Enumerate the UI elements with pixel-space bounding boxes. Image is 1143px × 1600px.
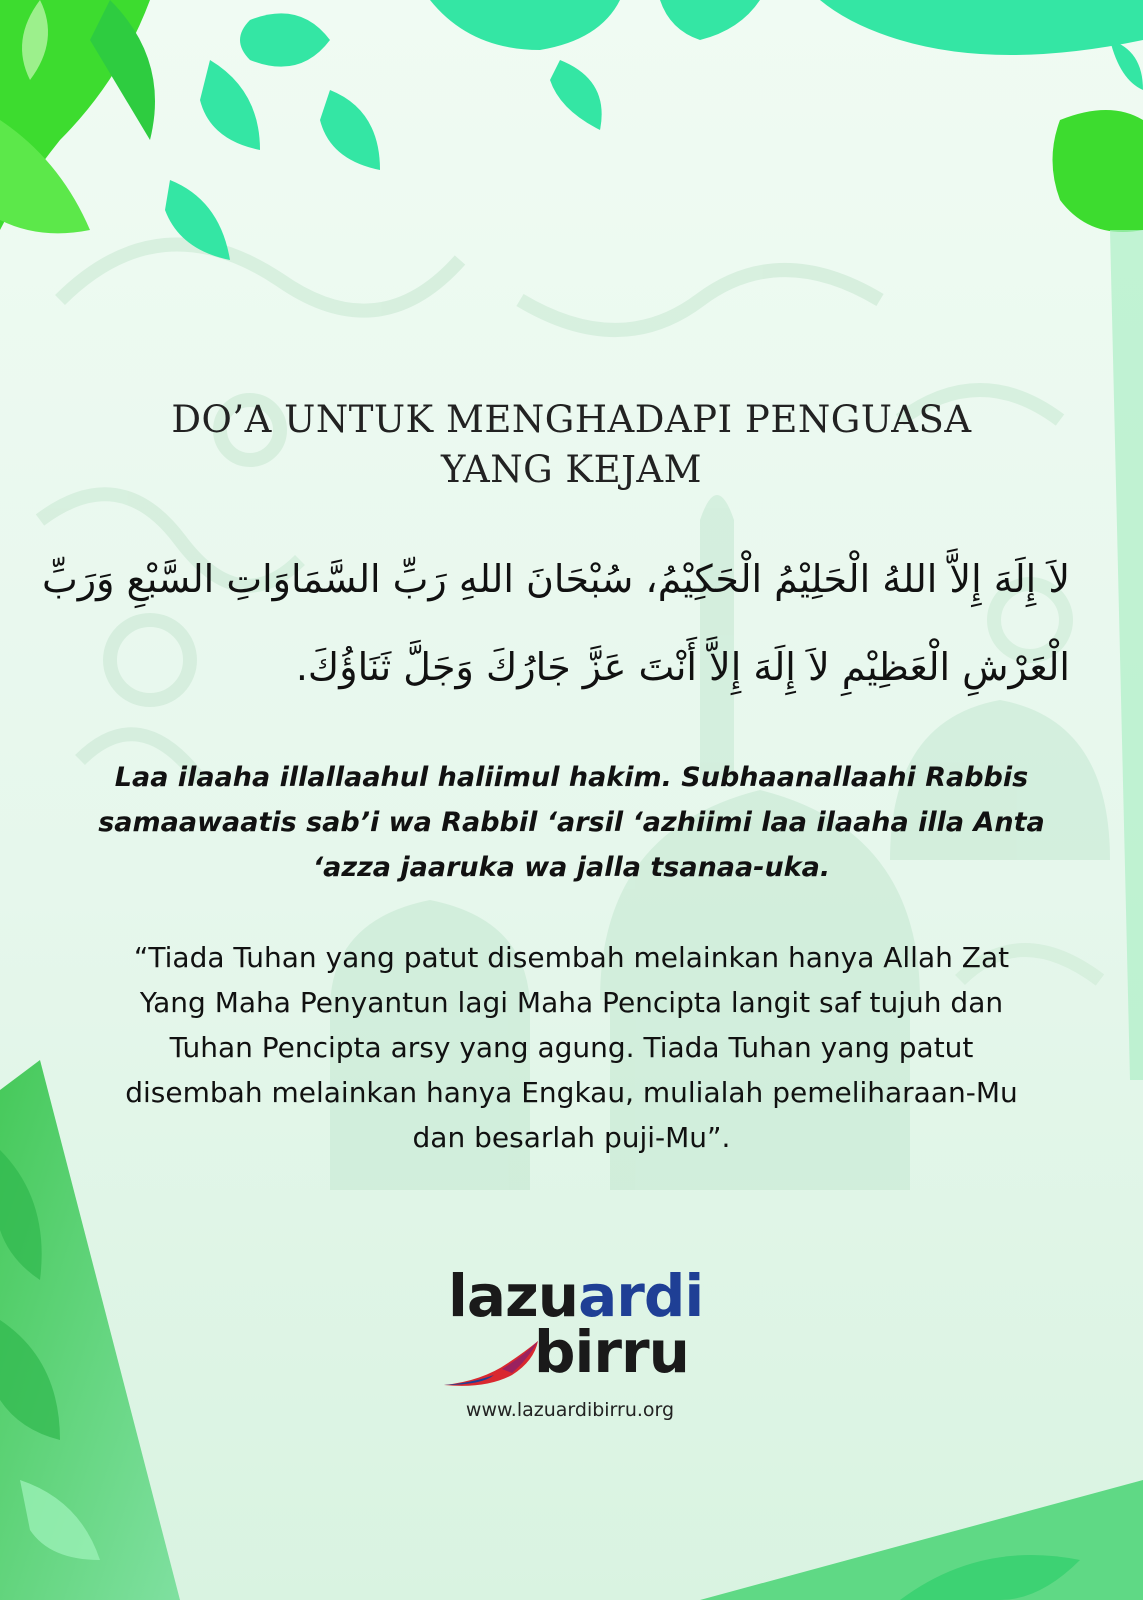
transliteration-line-1: Laa ilaaha illallaahul haliimul hakim. Subhaanallaahi Rabbis (114, 762, 1029, 793)
meaning-line-2: Yang Maha Penyantun lagi Maha Pencipta langit saf tujuh dan (139, 986, 1004, 1019)
meaning-line-5: dan besarlah puji-Mu”. (412, 1121, 731, 1154)
translation-meaning (60, 935, 1083, 1160)
transliteration-line-3: ‘azza jaaruka wa jalla tsanaa-uka. (312, 852, 831, 883)
transliteration-line-2: samaawaatis sab’i wa Rabbil ‘arsil ‘azhiimi laa ilaaha illa Anta (98, 807, 1045, 838)
page-title (0, 395, 1143, 495)
logo-website-url: www.lazuardibirru.org (465, 1399, 675, 1421)
title-line-1: DO’A UNTUK MENGHADAPI PENGUASA (171, 398, 972, 441)
arabic-line-1: لاَ إِلَهَ إِلاَّ اللهُ الْحَلِيْمُ الْحَكِيْمُ، سُبْحَانَ اللهِ رَبِّ السَّمَاوَاتِ السَّبْعِ وَرَبِّ (41, 557, 1070, 601)
meaning-line-4: disembah melainkan hanya Engkau, mulialah pemeliharaan-Mu (125, 1076, 1018, 1109)
logo-part-lazu: lazu (448, 1262, 579, 1330)
transliteration (60, 755, 1083, 890)
arabic-prayer (41, 535, 1070, 711)
logo-part-ardi: ardi (578, 1262, 704, 1330)
meaning-line-1: “Tiada Tuhan yang patut disembah melainkan hanya Allah Zat (133, 941, 1010, 974)
logo-wordmark-bottom: birru (534, 1318, 689, 1386)
logo-swoosh-icon (442, 1339, 542, 1389)
publisher-logo (440, 1262, 704, 1425)
meaning-line-3: Tuhan Pencipta arsy yang agung. Tiada Tuhan yang patut (169, 1031, 974, 1064)
arabic-line-2: الْعَرْشِ الْعَظِيْمِ لاَ إِلَهَ إِلاَّ أَنْتَ عَزَّ جَارُكَ وَجَلَّ ثَنَاؤُكَ. (295, 645, 1070, 689)
title-line-2: YANG KEJAM (440, 448, 703, 491)
